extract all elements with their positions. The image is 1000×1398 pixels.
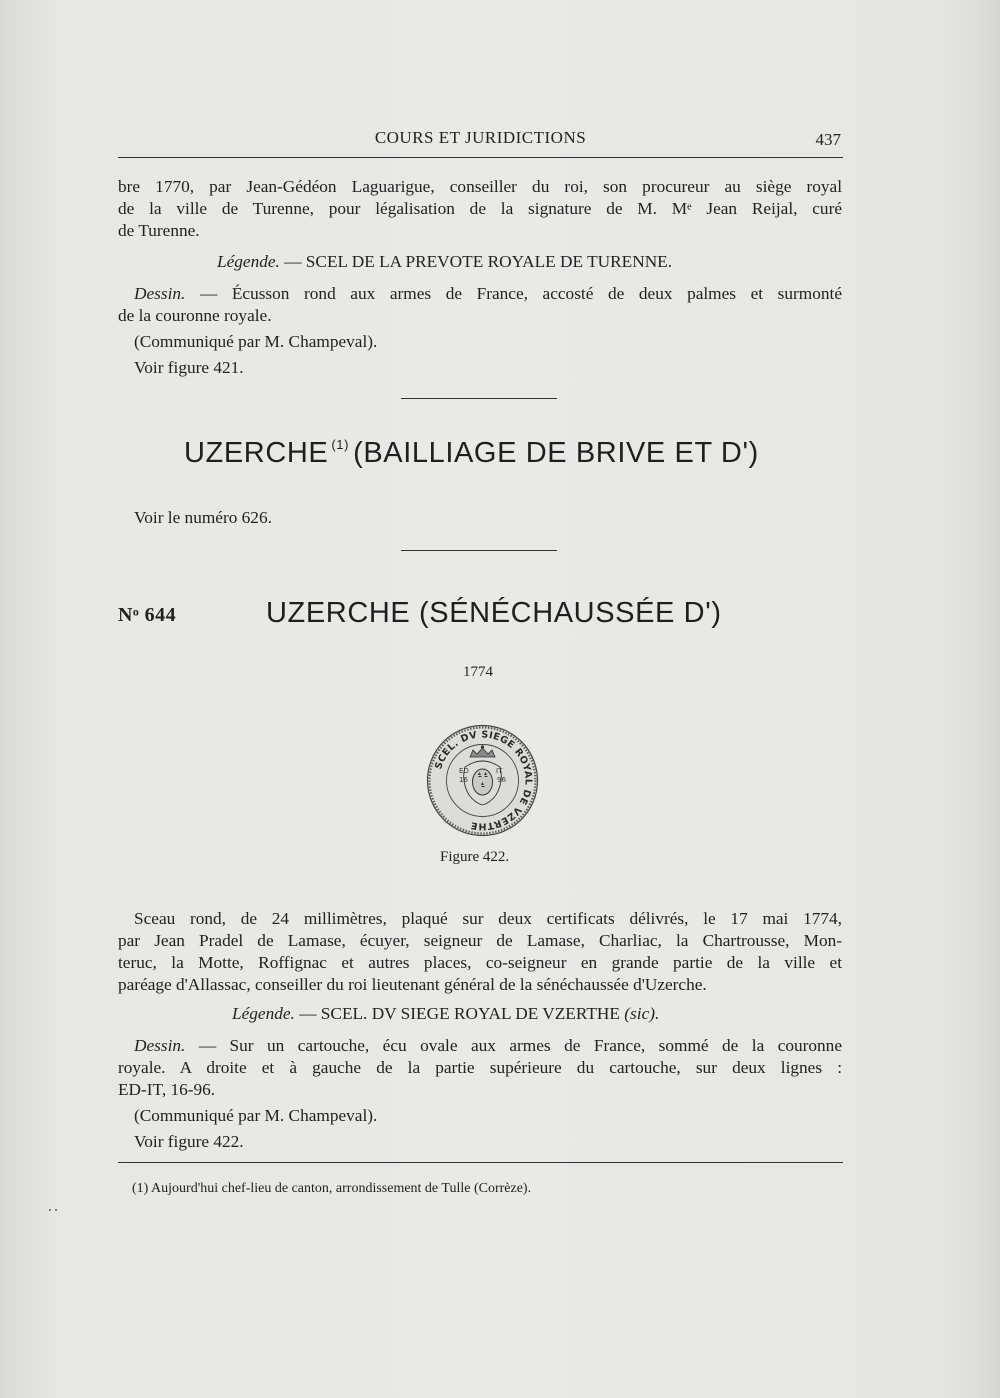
- section2-voir-figure: Voir figure 422.: [134, 1132, 244, 1151]
- seal-digits-right: 96: [497, 776, 506, 784]
- header-rule: [118, 157, 843, 158]
- prev-communique: (Communiqué par M. Champeval).: [134, 332, 378, 351]
- section1-title-b: (BAILLIAGE DE BRIVE ET D'): [353, 437, 759, 469]
- prev-legende: [217, 251, 672, 273]
- section2-legende: [232, 1003, 659, 1025]
- figure-caption: Figure 422.: [440, 849, 510, 865]
- prev-dessin-cont: de la couronne royale.: [118, 306, 272, 325]
- seal-figure: [425, 723, 540, 838]
- seal-letters-left: ED: [459, 767, 469, 775]
- section-divider: [401, 398, 557, 399]
- prev-dessin: [134, 283, 842, 305]
- dessin-label: Dessin.: [134, 1036, 186, 1055]
- legende-label: Légende.: [232, 1004, 295, 1023]
- body-line: Sceau rond, de 24 millimètres, plaqué sur deux certificats délivrés, le 17 mai 1774,: [134, 909, 842, 928]
- section2-year: 1774: [463, 664, 493, 680]
- body-line: par Jean Pradel de Lamase, écuyer, seigneur de Lamase, Charliac, la Chartrousse, Mon-: [118, 931, 842, 950]
- legende-label: Légende.: [217, 252, 280, 271]
- prev-voir-figure: Voir figure 421.: [134, 358, 244, 377]
- dessin-label: Dessin.: [134, 284, 186, 303]
- legende-text: — SCEL DE LA PREVOTE ROYALE DE TURENNE.: [284, 252, 673, 271]
- dessin-text: — Sur un cartouche, écu ovale aux armes de France, sommé de la couronne: [198, 1036, 842, 1055]
- footnote-ref: (1): [331, 437, 350, 452]
- running-title: COURS ET JURIDICTIONS: [374, 128, 587, 147]
- footnote: (1) Aujourd'hui chef-lieu de canton, arrondissement de Tulle (Corrèze).: [132, 1181, 532, 1196]
- section1-title-a: UZERCHE: [184, 437, 329, 469]
- section2-title: UZERCHE (SÉNÉCHAUSSÉE D'): [266, 597, 722, 629]
- page-number: 437: [815, 130, 841, 149]
- section2-dessin: [134, 1035, 842, 1057]
- entry-number: Nᵒ 644: [118, 604, 177, 626]
- seal-digits-left: 16: [459, 776, 468, 784]
- seal-image: [425, 723, 540, 838]
- section-divider: [401, 550, 557, 551]
- section2-communique: (Communiqué par M. Champeval).: [134, 1106, 378, 1125]
- section1-voir: Voir le numéro 626.: [134, 508, 272, 527]
- dessin-text: — Écusson rond aux armes de France, accosté de deux palmes et surmonté: [199, 284, 842, 303]
- seal-legend-text: SCEL. DV SIEGE ROYAL DE VZERTHE: [433, 729, 534, 832]
- section2-dessin-cont: royale. A droite et à gauche de la partie supérieure du cartouche, sur deux lignes :: [118, 1058, 842, 1077]
- prev-entry-line: bre 1770, par Jean-Gédéon Laguarigue, conseiller du roi, son procureur au siège royal: [118, 177, 842, 196]
- margin-speck: [49, 1209, 51, 1211]
- legende-sic: (sic).: [624, 1004, 660, 1023]
- body-line: teruc, la Motte, Roffignac et autres places, co-seigneur en grande partie de la ville et: [118, 953, 842, 972]
- legende-text: — SCEL. DV SIEGE ROYAL DE VZERTHE: [299, 1004, 620, 1023]
- running-head: [118, 126, 843, 150]
- prev-entry-line: de Turenne.: [118, 221, 200, 240]
- section2-dessin-cont: ED-IT, 16-96.: [118, 1080, 216, 1099]
- footnote-rule: [118, 1162, 843, 1163]
- body-line: paréage d'Allassac, conseiller du roi lieutenant général de la sénéchaussée d'Uzerche.: [118, 975, 707, 994]
- seal-letters-right: IT: [496, 767, 503, 775]
- prev-entry-line: de la ville de Turenne, pour légalisation de la signature de M. Mᵉ Jean Reijal, curé: [118, 199, 842, 218]
- section1-heading: [184, 437, 759, 470]
- margin-speck: [55, 1209, 57, 1211]
